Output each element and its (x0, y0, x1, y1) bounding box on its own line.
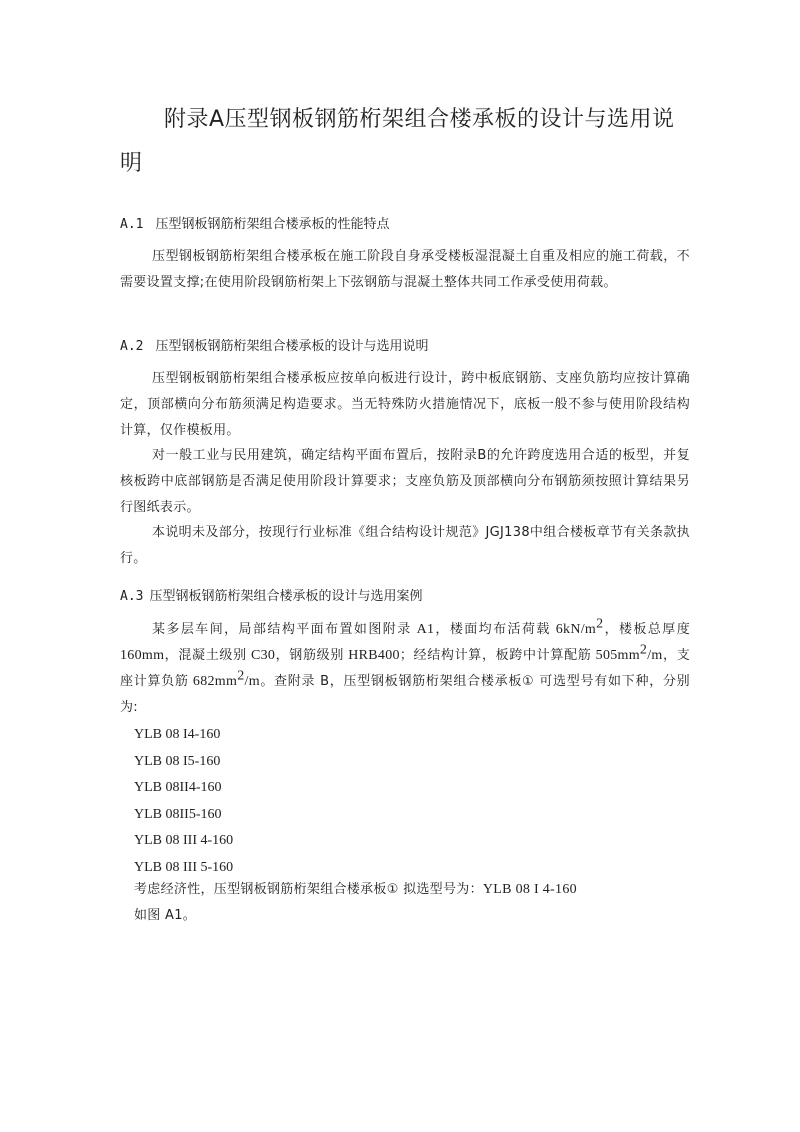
figure-reference: 如图 A1。 (134, 908, 197, 923)
section-heading-a3 (120, 587, 700, 607)
section-title: 压型钢板钢筋桁架组合楼承板的设计与选用说明 (155, 339, 429, 354)
section-number: A.1 (120, 217, 144, 232)
model-list (134, 722, 233, 882)
a1-paragraph: 压型钢板钢筋桁架组合楼承板在施工阶段自身承受楼板湿混凝土自重及相应的施工荷载，不需要设置支撑;在使用阶段钢筋桁架上下弦钢筋与混凝土整体共同工作承受使用荷载。 (120, 249, 690, 290)
section-title: 压型钢板钢筋桁架组合楼承板的性能特点 (155, 217, 390, 232)
title-line-2: 明 (120, 151, 143, 176)
section-title: 压型钢板钢筋桁架组合楼承板的设计与选用案例 (149, 589, 423, 604)
a2-paragraph-2: 对一般工业与民用建筑，确定结构平面布置后，按附录B的允许跨度选用合适的板型，并复核板跨中底部钢筋是否满足使用阶段计算要求；支座负筋及顶部横向分布钢筋须按照计算结果另行图纸表示。 (120, 448, 690, 515)
list-item: YLB 08II5-160 (134, 806, 222, 822)
list-item: YLB 08 I5-160 (134, 753, 221, 769)
a3-paragraph: 某多层车间，局部结构平面布置如图附录 A1，楼面均布活荷载 $6kN/m^2$，楼板总厚度160mm，混凝土级别 C30，钢筋级别 HRB400；经结构计算，板跨中计算配筋 $505mm^2/m$，支座计算负筋 $682mm^2/m$。查附录 B，压型钢板钢筋桁架组合楼承板① 可选型号有如下种，分别为: (120, 616, 690, 715)
section-heading-a2 (120, 337, 700, 357)
a2-paragraph-3: 本说明未及部分，按现行行业标准《组合结构设计规范》JGJ138中组合楼板章节有关条款执行。 (120, 525, 690, 566)
conclusion-line: 考虑经济性，压型钢板钢筋桁架组合楼承板① 拟选型号为：YLB 08 I 4-160 (134, 882, 577, 897)
page-title (120, 98, 680, 186)
section-heading-a1 (120, 215, 700, 235)
list-item: YLB 08 III 4-160 (134, 833, 234, 849)
list-item: YLB 08II4-160 (134, 780, 222, 796)
list-item: YLB 08 I4-160 (134, 727, 221, 742)
a2-paragraph-1: 压型钢板钢筋桁架组合楼承板应按单向板进行设计，跨中板底钢筋、支座负筋均应按计算确定，顶部横向分布筋须满足构造要求。当无特殊防火措施情况下，底板一般不参与使用阶段结构计算，仅作模板用。 (120, 371, 690, 438)
selected-model: YLB 08 I 4-160 (482, 882, 577, 897)
section-number: A.3 (120, 589, 144, 604)
title-line-1: 附录A压型钢板钢筋桁架组合楼承板的设计与选用说 (164, 107, 675, 132)
section-number: A.2 (120, 339, 144, 354)
list-item: YLB 08 III 5-160 (134, 859, 234, 875)
